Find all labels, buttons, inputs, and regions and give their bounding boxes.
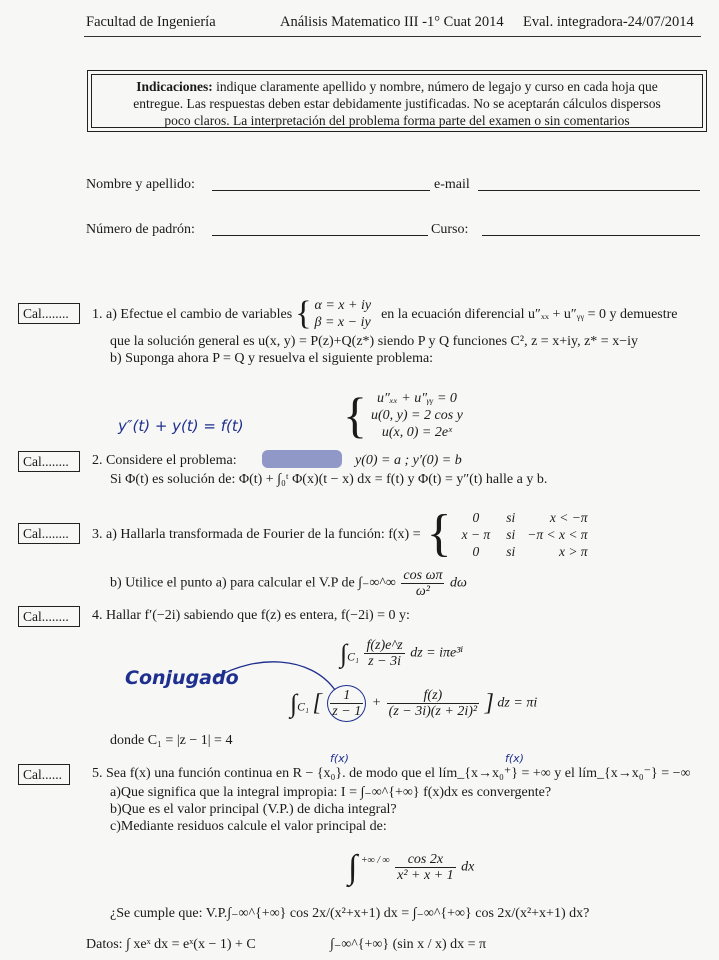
p1-eq1: u″ₓₓ + u″ᵧᵧ = 0: [376, 390, 457, 406]
fraction: [387, 688, 479, 719]
pw-cell: si: [506, 526, 516, 542]
numerator: 1: [330, 688, 363, 704]
p5-integral: [348, 849, 475, 886]
email-label: e-mail: [434, 177, 470, 192]
faculty-label: Facultad de Ingeniería: [86, 14, 216, 30]
rhs: dz = πi: [497, 695, 538, 711]
exam-date: Eval. integradora-24/07/2014: [523, 14, 694, 30]
p1-eq2: u(0, y) = 2 cos y: [371, 407, 463, 423]
p1-equations: [371, 390, 463, 441]
datos-1: Datos: ∫ xeˣ dx = eˣ(x − 1) + C: [86, 937, 256, 952]
numerator: f(z)e^z: [366, 638, 403, 653]
p5-b: b)Que es el valor principal (V.P.) de dicha integral?: [110, 802, 397, 817]
pw-cell: 0: [472, 509, 480, 525]
sys-beta: β = x − iy: [314, 315, 371, 330]
integral-icon: ∫: [348, 849, 358, 886]
numerator: cos ωπ: [403, 568, 443, 583]
curso-label: Curso:: [431, 222, 469, 237]
p2-conditions: y(0) = a ; y′(0) = b: [355, 453, 462, 468]
rhs: dz = iπe³ⁱ: [410, 645, 464, 661]
fraction: [395, 852, 456, 883]
course-title: Análisis Matematico III -1° Cuat 2014: [280, 14, 504, 30]
instructions-box: [87, 70, 707, 132]
brace-icon: {: [295, 295, 312, 332]
handwritten-fx-1: f(x): [505, 752, 524, 765]
name-field[interactable]: [212, 190, 430, 191]
integral-limits: +∞ / ∞: [360, 855, 390, 866]
curso-field[interactable]: [482, 235, 700, 236]
integral-icon: ∫: [290, 689, 298, 718]
fraction: [401, 568, 444, 599]
p1-line1: [92, 295, 707, 333]
grade-box-1[interactable]: Cal........: [18, 303, 80, 324]
numerator: f(z): [387, 688, 479, 704]
differential: dx: [461, 859, 475, 875]
piecewise-table: [454, 509, 592, 560]
handwritten-fx-2: f(x): [330, 752, 349, 765]
p5-question: ¿Se cumple que: V.P.∫₋∞^{+∞} cos 2x/(x²+x+1) dx = ∫₋∞^{+∞} cos 2x/(x²+x+1) dx?: [110, 906, 590, 921]
p1-eq3: u(x, 0) = 2eˣ: [381, 424, 453, 440]
bracket-icon: ]: [484, 690, 494, 716]
denominator: ω²: [415, 584, 430, 599]
p4-integral-1: [340, 638, 463, 669]
email-field[interactable]: [478, 190, 700, 191]
denominator: x² + x + 1: [397, 868, 454, 883]
contour-label: C₁: [297, 700, 309, 714]
denominator: z − 1: [332, 704, 362, 719]
pw-cell: x > π: [558, 543, 588, 559]
p1-system: [343, 389, 463, 441]
header-rule: [84, 36, 701, 37]
p4-integral-2: $\int_{C_1}$ [ $\frac{1}{z - 1}$ + $\frac{f(z)}{\text{(z − 3i)(z + 2i)²}}$ ] dz = πi: [290, 685, 537, 722]
handwritten-conjugado: Conjugado: [125, 667, 239, 689]
pw-cell: si: [506, 509, 516, 525]
denominator: (z − 3i)(z + 2i)²: [388, 704, 478, 719]
contour-label: C₁: [347, 650, 359, 664]
bracket-icon: [: [312, 690, 322, 716]
instructions-text-3: poco claros. La interpretación del problema forma parte del examen o sin comentarios: [164, 113, 630, 128]
grade-box-3[interactable]: Cal........: [18, 523, 80, 544]
grade-box-2[interactable]: Cal........: [18, 451, 80, 472]
variable-change-system: [315, 297, 372, 331]
p4-line1: 4. Hallar f′(−2i) sabiendo que f(z) es entera, f(−2i) = 0 y:: [92, 608, 410, 623]
p5-c: c)Mediante residuos calcule el valor principal de:: [110, 819, 387, 834]
instructions-text-2: entregue. Las respuestas deben estar debidamente justificadas. No se aceptarán cálculos dispersos: [133, 96, 661, 111]
p2-line1: 2. Considere el problema:: [92, 453, 237, 468]
name-label: Nombre y apellido:: [86, 177, 195, 192]
pw-cell: x − π: [461, 526, 491, 542]
handwritten-ode: y″(t) + y(t) = f(t): [118, 417, 244, 435]
p1-line1b: en la ecuación diferencial u″ₓₓ + u″ᵧᵧ = 0 y demuestre: [381, 306, 678, 322]
padron-field[interactable]: [212, 235, 428, 236]
grade-box-4[interactable]: Cal........: [18, 606, 80, 627]
integral-icon: ∫: [340, 639, 348, 668]
p3-line1-row: [92, 505, 592, 563]
sys-alpha: α = x + iy: [314, 298, 372, 313]
denominator: z − 3i: [368, 654, 401, 669]
instructions-heading: Indicaciones:: [136, 79, 213, 94]
p1-line2: que la solución general es u(x, y) = P(z)+Q(z*) siendo P y Q funciones C², z = x+iy, z* = x−iy: [110, 334, 638, 349]
padron-label: Número de padrón:: [86, 222, 195, 237]
pw-cell: −π < x < π: [527, 526, 588, 542]
grade-box-5[interactable]: Cal......: [18, 764, 70, 785]
scribble-mark: [262, 450, 342, 468]
brace-icon: {: [343, 387, 367, 443]
p2-line2: Si Φ(t) es solución de: Φ(t) + ∫₀ᵗ Φ(x)(t − x) dx = f(t) y Φ(t) = y″(t) halle a y b.: [110, 472, 548, 487]
p1-line3: b) Suponga ahora P = Q y resuelva el siguiente problema:: [110, 351, 434, 366]
datos-2: ∫₋∞^{+∞} (sin x / x) dx = π: [330, 937, 487, 952]
pw-cell: x < −π: [549, 509, 588, 525]
p5-a: a)Que significa que la integral impropia: I = ∫₋∞^{+∞} f(x)dx es convergente?: [110, 785, 552, 800]
brace-icon: {: [426, 505, 452, 562]
p3-text: b) Utilice el punto a) para calcular el V.P de ∫₋∞^∞: [110, 575, 396, 591]
p3-line1: 3. a) Hallarla transformada de Fourier de la función: f(x) =: [92, 526, 421, 542]
p4-line3: donde C₁ = |z − 1| = 4: [110, 733, 233, 748]
p5-line1: 5. Sea f(x) una función continua en R − {x₀}. de modo que el lím_{x→x₀⁺} = +∞ y el lím_{x→x₀⁻} = −∞: [92, 766, 691, 781]
p3-line2: [110, 568, 467, 599]
pw-cell: si: [506, 543, 516, 559]
p1-intro: 1. a) Efectue el cambio de variables: [92, 306, 293, 322]
fraction: [364, 638, 404, 669]
numerator: cos 2x: [395, 852, 456, 868]
problem-1: [92, 295, 707, 367]
instructions-text-1: indique claramente apellido y nombre, número de legajo y curso en cada hoja que: [212, 79, 658, 94]
handwritten-arrow: [215, 655, 340, 695]
differential: dω: [449, 575, 467, 591]
pw-cell: 0: [472, 543, 480, 559]
problem-5: [92, 765, 707, 835]
